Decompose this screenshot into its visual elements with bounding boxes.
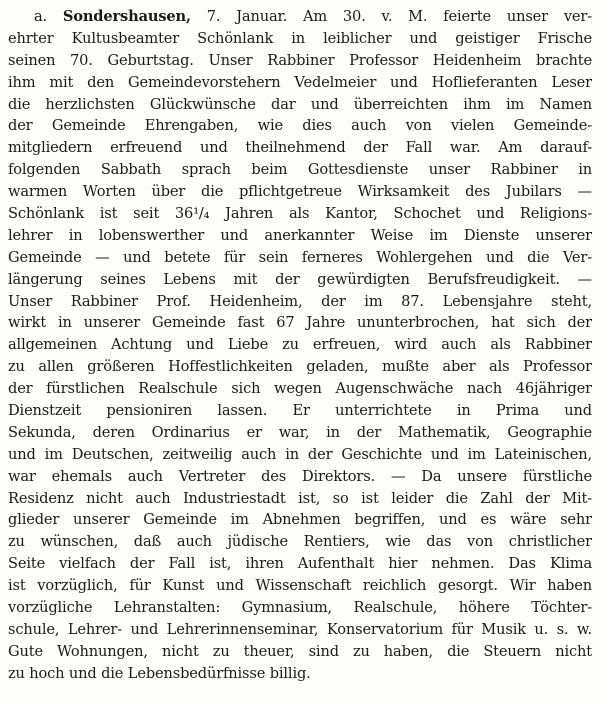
article-line: folgenden Sabbath sprach beim Gottesdienste unser Rabbiner in bbox=[8, 161, 592, 179]
article-line: schule, Lehrer- und Lehrerinnenseminar, Konservatorium für Musik u. s. w. bbox=[8, 620, 592, 638]
article-line: Residenz nicht auch Industriestadt ist, so ist leider die Zahl der Mit- bbox=[8, 489, 592, 507]
article-line: zu allen größeren Hoffestlichkeiten geladen, mußte aber als Professor bbox=[8, 358, 592, 376]
article-prefix: a. bbox=[34, 8, 48, 25]
article-line: Dienstzeit pensioniren lassen. Er unterrichtete in Prima und bbox=[8, 402, 592, 420]
news-article bbox=[8, 6, 592, 685]
article-line: der Gemeinde Ehrengaben, wie dies auch von vielen Gemeinde- bbox=[8, 117, 592, 135]
article-line: zu hoch und die Lebensbedürfnisse billig. bbox=[8, 664, 311, 682]
article-line: zu wünschen, daß auch jüdische Rentiers, wie das von christlicher bbox=[8, 533, 592, 551]
article-line: ist vorzüglich, für Kunst und Wissenschaft reichlich gesorgt. Wir haben bbox=[8, 577, 592, 595]
article-line: ehrter Kultusbeamter Schönlank in leiblicher und geistiger Frische bbox=[8, 29, 592, 47]
article-line: Unser Rabbiner Prof. Heidenheim, der im 87. Lebensjahre steht, bbox=[8, 292, 592, 310]
article-line: warmen Worten über die pflichtgetreue Wirksamkeit des Jubilars — bbox=[8, 183, 592, 201]
article-line: allgemeinen Achtung und Liebe zu erfreuen, wird auch als Rabbiner bbox=[8, 336, 592, 354]
article-line: mitgliedern erfreuend und theilnehmend der Fall war. Am darauf- bbox=[8, 139, 592, 157]
article-line: Schönlank ist seit 36¹/₄ Jahren als Kantor, Schochet und Religions- bbox=[8, 205, 592, 223]
article-line: Gemeinde — und betete für sein ferneres Wohlergehen und die Ver- bbox=[8, 248, 592, 266]
article-line: glieder unserer Gemeinde im Abnehmen begriffen, und es wäre sehr bbox=[8, 511, 592, 529]
article-line: längerung seines Lebens mit der gewürdigten Berufsfreudigkeit. — bbox=[8, 270, 592, 288]
article-line: Seite vielfach der Fall ist, ihren Aufenthalt hier nehmen. Das Klima bbox=[8, 555, 592, 573]
article-line-1 bbox=[8, 6, 592, 28]
dateline-place: Sondershausen, bbox=[62, 8, 191, 25]
article-line: Gute Wohnungen, nicht zu theuer, sind zu haben, die Steuern nicht bbox=[8, 642, 592, 660]
article-line: seinen 70. Geburtstag. Unser Rabbiner Professor Heidenheim brachte bbox=[8, 51, 592, 69]
article-line: vorzügliche Lehranstalten: Gymnasium, Realschule, höhere Töchter- bbox=[8, 599, 592, 617]
dateline-date: 7. Januar. bbox=[206, 8, 288, 25]
article-line: Sekunda, deren Ordinarius er war, in der Mathematik, Geographie bbox=[8, 423, 592, 441]
article-line: ihm mit den Gemeindevorstehern Vedelmeier und Hoflieferanten Leser bbox=[8, 73, 592, 91]
article-line-1-text: Am 30. v. M. feierte unser ver- bbox=[303, 8, 592, 25]
article-line: der fürstlichen Realschule sich wegen Augenschwäche nach 46jähriger bbox=[8, 380, 592, 398]
article-line: lehrer in lobenswerther und anerkannter Weise im Dienste unserer bbox=[8, 226, 592, 244]
article-line: und im Deutschen, zeitweilig auch in der Geschichte und im Lateinischen, bbox=[8, 445, 592, 463]
article-line: die herzlichsten Glückwünsche dar und überreichten ihm im Namen bbox=[8, 95, 592, 113]
article-line: war ehemals auch Vertreter des Direktors. — Da unsere fürstliche bbox=[8, 467, 592, 485]
article-line: wirkt in unserer Gemeinde fast 67 Jahre ununterbrochen, hat sich der bbox=[8, 314, 592, 332]
